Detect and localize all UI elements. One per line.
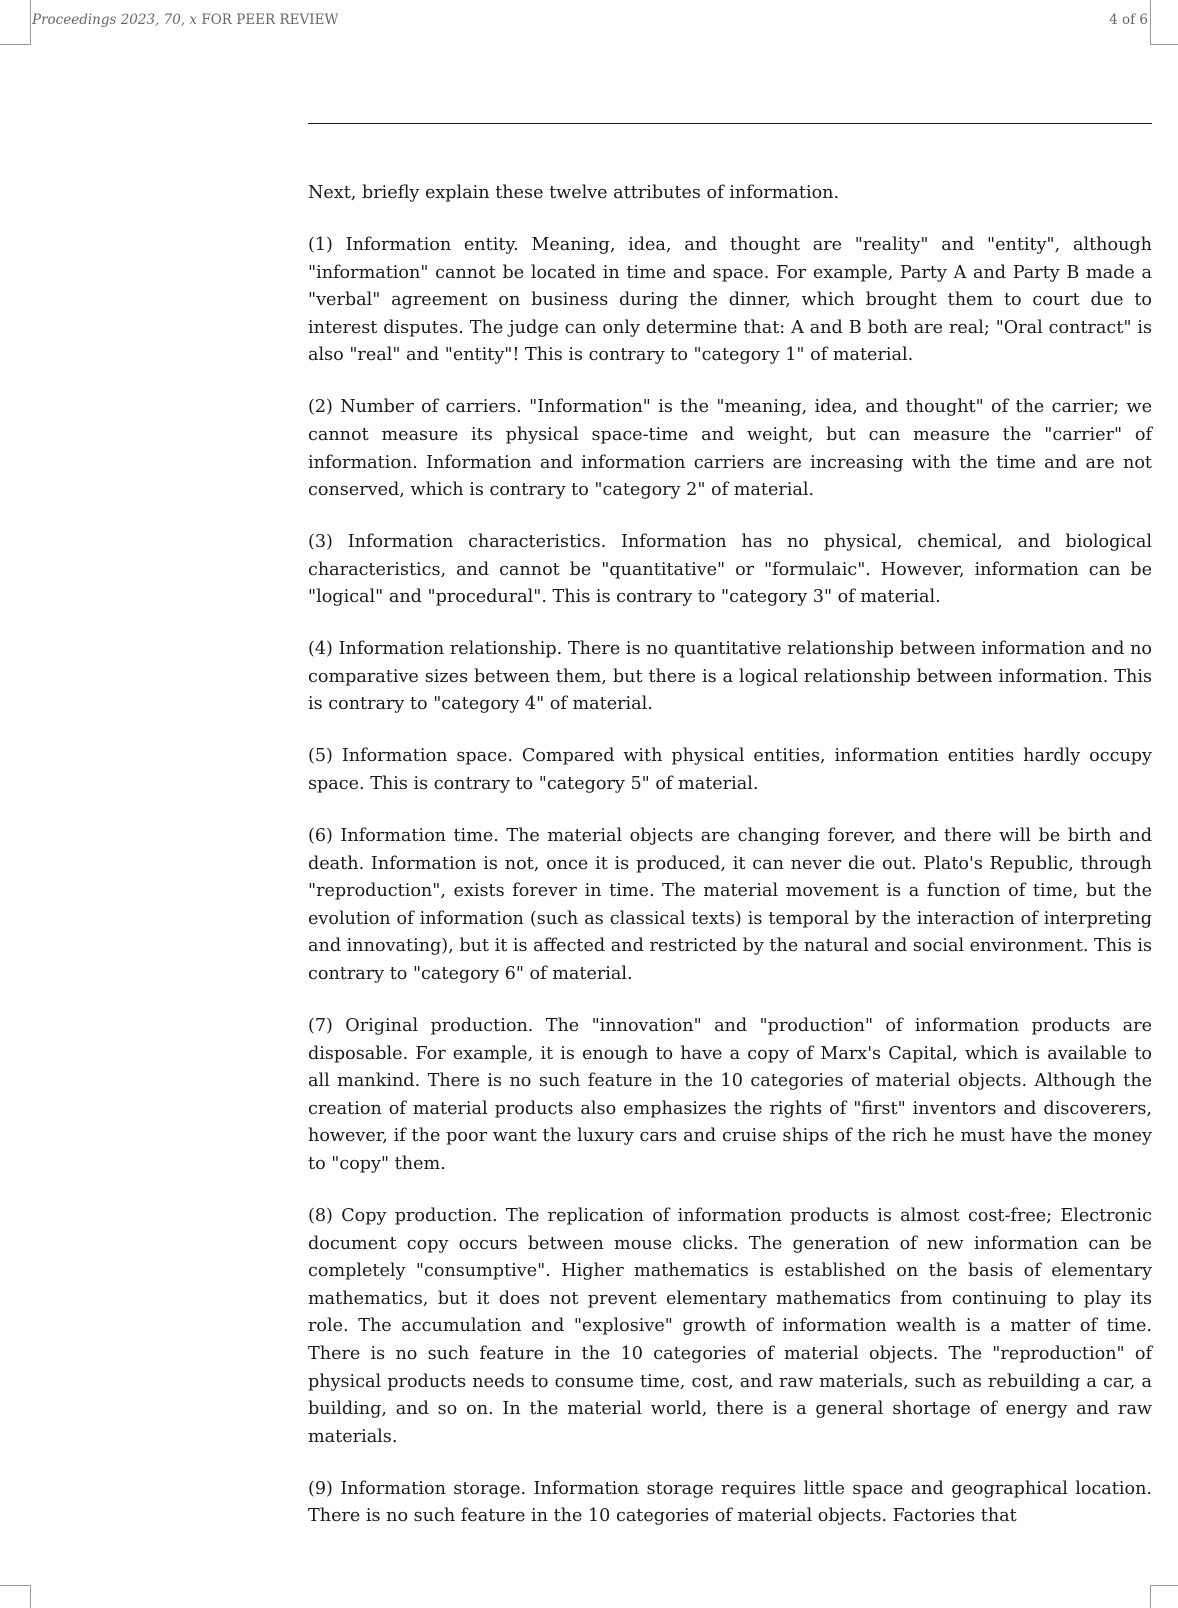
- crop-mark-top-right: [1150, 0, 1178, 45]
- paragraph-2: (2) Number of carriers. "Information" is the "meaning, idea, and thought" of the carrier; we cannot measure its physical space-time and weight, but can measure the "carrier" of information. Information and information carriers are increasing with the time and are not conserved, which is contrary to "category 2" of material.: [308, 397, 1152, 501]
- paragraph-6: (6) Information time. The material objects are changing forever, and there will be birth and death. Information is not, once it is produced, it can never die out. Plato's Republic, through "reproduction", exists forever in time. The material movement is a function of time, but the evolution of information (such as classical texts) is temporal by the interaction of interpreting and innovating), but it is affected and restricted by the natural and social environment. This is contrary to "category 6" of material.: [308, 826, 1152, 984]
- paragraph-3: (3) Information characteristics. Information has no physical, chemical, and biological characteristics, and cannot be "quantitative" or "formulaic". However, information can be "logical" and "procedural". This is contrary to "category 3" of material.: [308, 532, 1152, 608]
- horizontal-rule: [308, 123, 1152, 124]
- paragraph-9: (9) Information storage. Information storage requires little space and geographical location. There is no such feature in the 10 categories of material objects. Factories that: [308, 1478, 1152, 1527]
- crop-mark-bottom-left: [0, 1585, 31, 1608]
- paragraph-7: (7) Original production. The "innovation" and "production" of information products are disposable. For example, it is enough to have a copy of Marx's Capital, which is available to all mankind. There is no such feature in the 10 categories of material objects. Although the creation of material products also emphasizes the rights of "first" inventors and discoverers, however, if the poor want the luxury cars and cruise ships of the rich he must have the money to "copy" them.: [308, 1015, 1152, 1174]
- journal-info: Proceedings 2023, 70, x: [32, 12, 198, 28]
- paragraph-intro: Next, briefly explain these twelve attributes of information.: [308, 183, 840, 203]
- review-label: FOR PEER REVIEW: [201, 12, 339, 28]
- running-header-left: [32, 12, 338, 28]
- paragraph-8: (8) Copy production. The replication of information products is almost cost-free; Electronic document copy occurs between mouse clicks. The generation of new information can be completely "consumptive". Higher mathematics is established on the basis of elementary mathematics, but it does not prevent elementary mathematics from continuing to play its role. The accumulation and "explosive" growth of information wealth is a matter of time. There is no such feature in the 10 categories of material objects. The "reproduction" of physical products needs to consume time, cost, and raw materials, such as rebuilding a car, a building, and so on. In the material world, there is a general shortage of energy and raw materials.: [308, 1205, 1152, 1447]
- crop-mark-top-left: [0, 0, 31, 45]
- page-number: 4 of 6: [1109, 12, 1148, 28]
- paragraph-4: (4) Information relationship. There is no quantitative relationship between information and no comparative sizes between them, but there is a logical relationship between information. This is contrary to "category 4" of material.: [308, 639, 1152, 715]
- paragraph-5: (5) Information space. Compared with physical entities, information entities hardly occupy space. This is contrary to "category 5" of material.: [308, 746, 1152, 795]
- crop-mark-bottom-right: [1150, 1585, 1178, 1608]
- paragraph-1: (1) Information entity. Meaning, idea, and thought are "reality" and "entity", although "information" cannot be located in time and space. For example, Party A and Party B made a "verbal" agreement on business during the dinner, which brought them to court due to interest disputes. The judge can only determine that: A and B both are real; "Oral contract" is also "real" and "entity"! This is contrary to "category 1" of material.: [308, 234, 1152, 366]
- body-text: [308, 180, 1152, 1555]
